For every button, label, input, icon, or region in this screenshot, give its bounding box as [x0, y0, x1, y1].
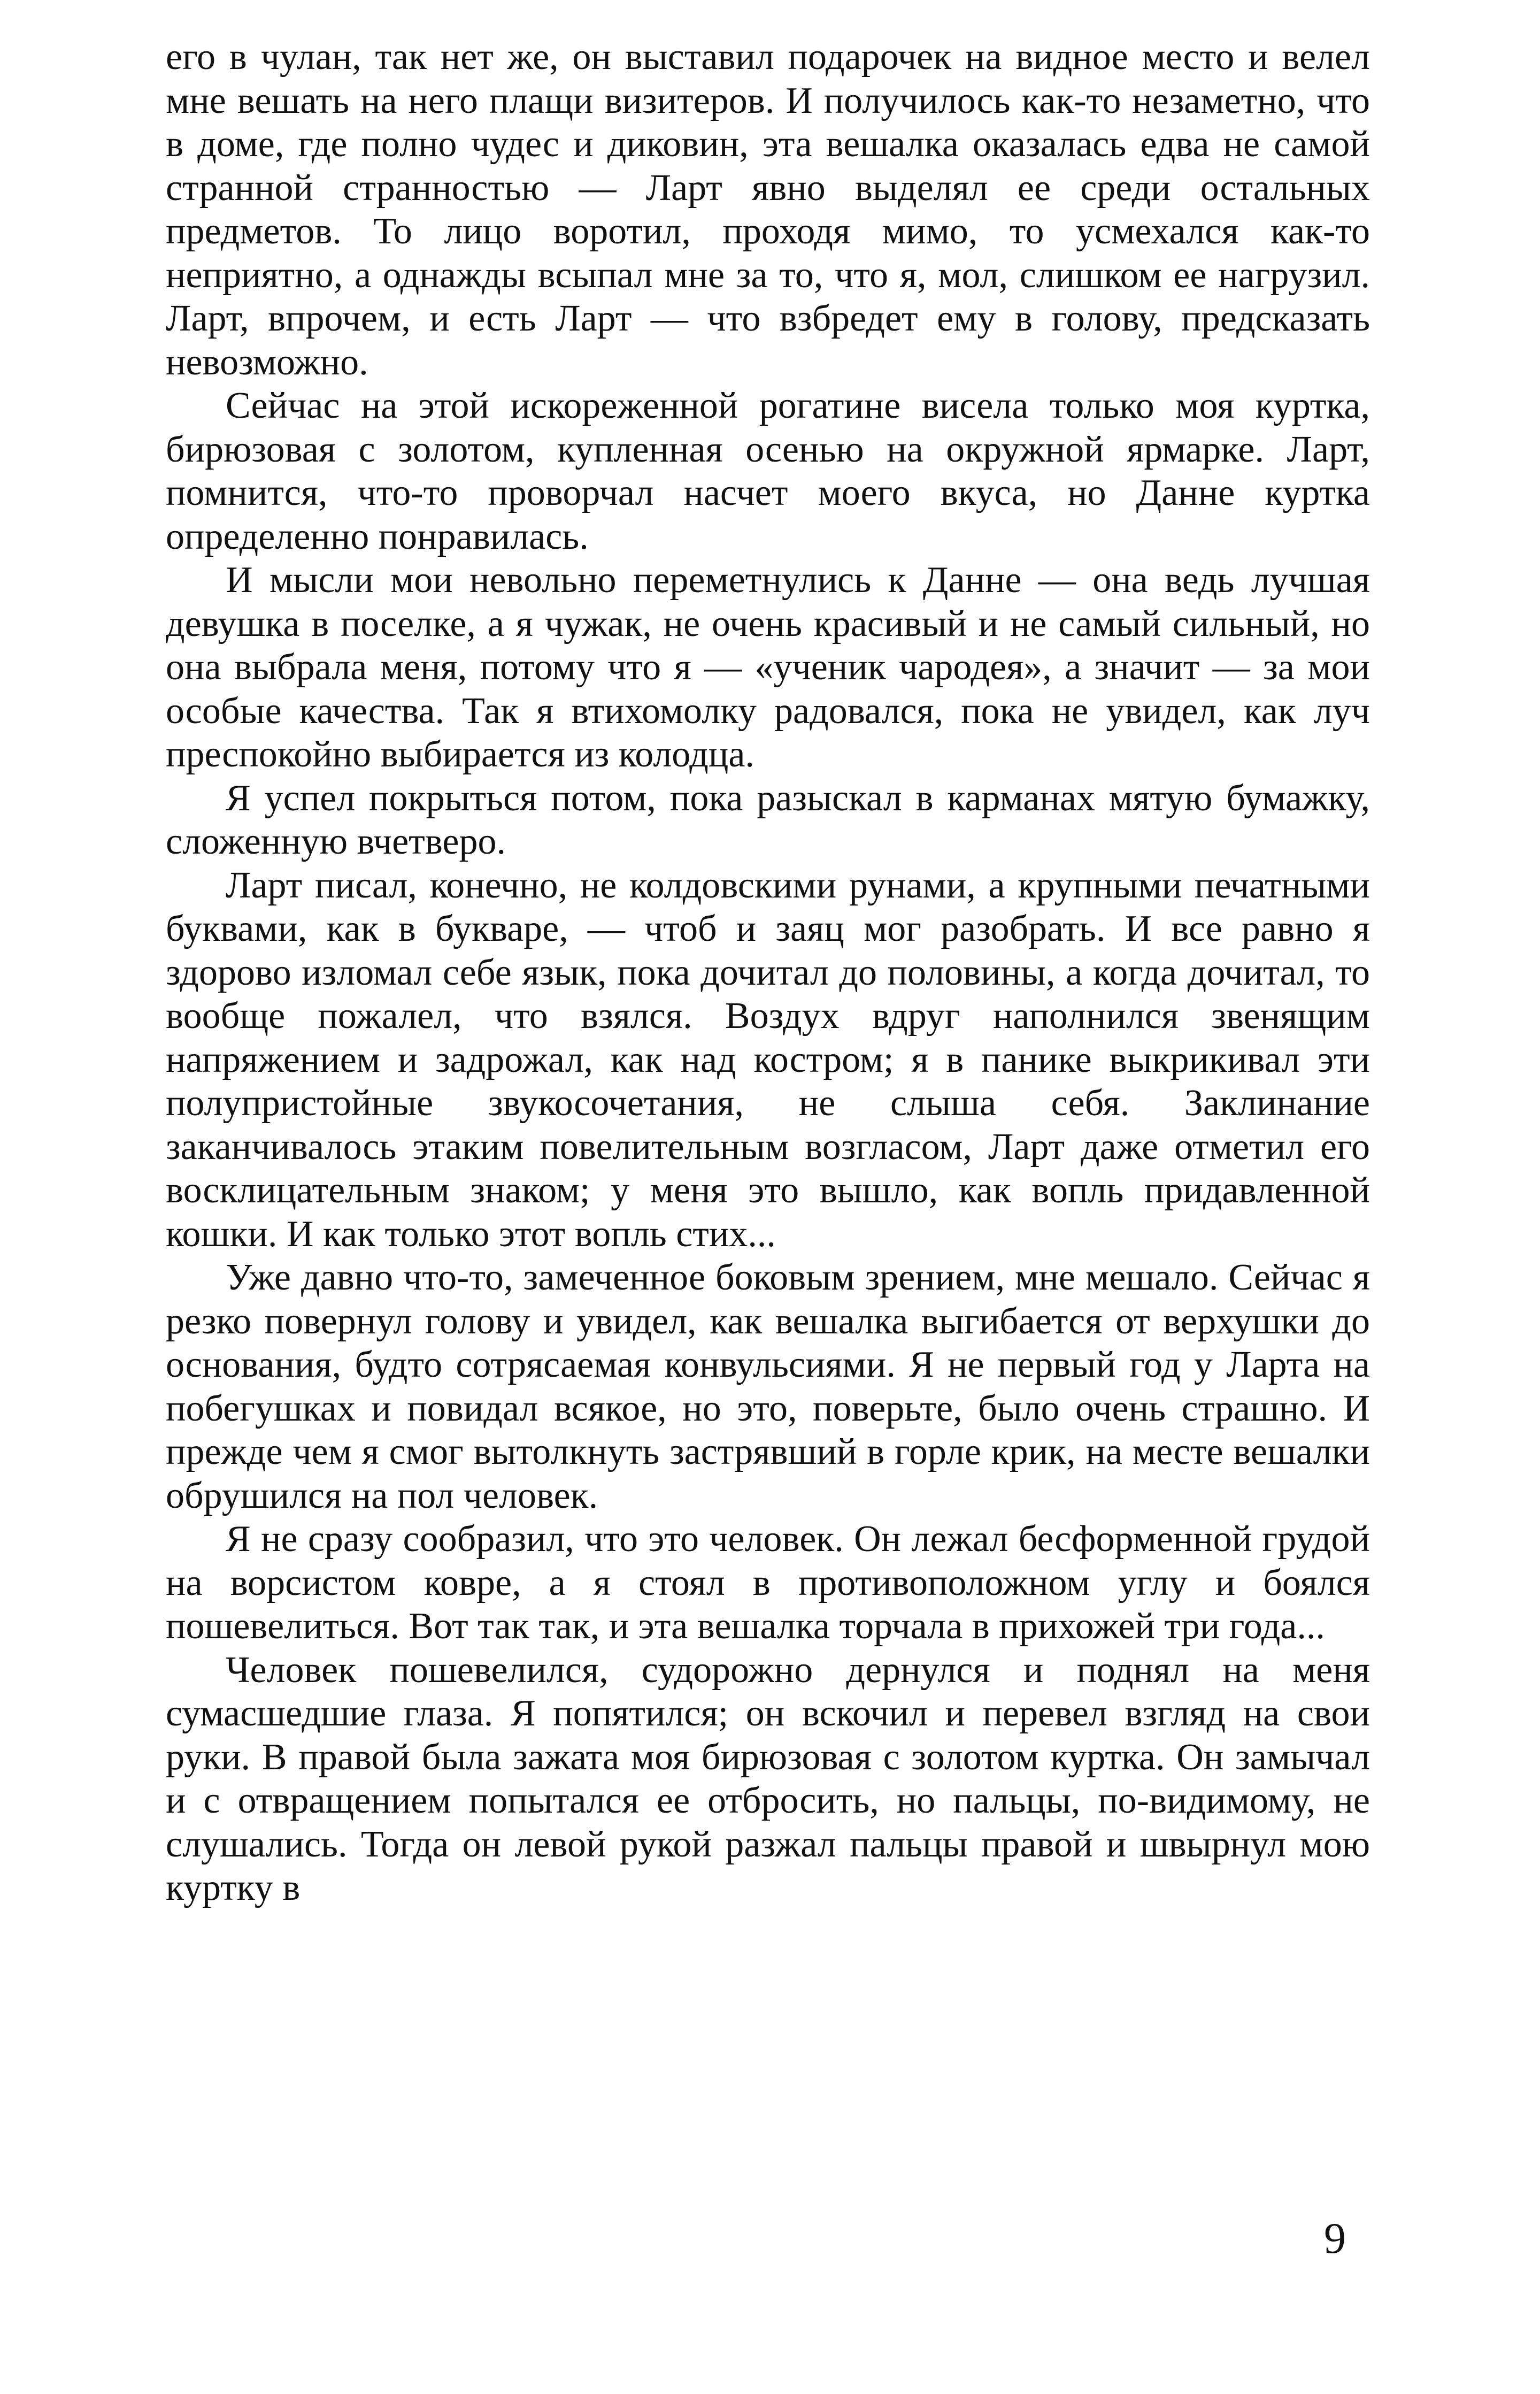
paragraph-6: Уже давно что-то, замеченное боковым зрением, мне мешало. Сейчас я резко повернул голову и увидел, как вешалка выгибается от верхушки до основания, будто сотрясаемая конвульсиями. Я не первый год у Ларта на побегушках и повидал всякое, но это, поверьте, было очень страшно. И прежде чем я смог вытолкнуть застрявший в горле крик, на месте вешалки обрушился на пол человек.: [166, 1257, 1370, 1516]
paragraph-4: Я успел покрыться потом, пока разыскал в карманах мятую бумажку, сложенную вчетверо.: [166, 777, 1370, 862]
paragraph-5: Ларт писал, конечно, не колдовскими рунами, а крупными печатными буквами, как в букваре, — чтоб и заяц мог разобрать. И все равно я здорово изломал себе язык, пока дочитал до половины, а когда дочитал, то вообще пожалел, что взялся. Воздух вдруг наполнился звенящим напряжением и задрожал, как над костром; я в панике выкрикивал эти полупристойные звукосочетания, не слыша себя. Заклинание заканчивалось этаким повелительным возгласом, Ларт даже отметил его восклицательным знаком; у меня это вышло, как вопль придавленной кошки. И как только этот вопль стих...: [166, 864, 1370, 1255]
page-text: [166, 35, 1370, 1910]
paragraph-7: Я не сразу сообразил, что это человек. Он лежал бесформенной грудой на ворсистом ковре, а я стоял в противоположном углу и боялся пошевелиться. Вот так так, и эта вешалка торчала в прихожей три года...: [166, 1518, 1370, 1647]
paragraph-8: Человек пошевелился, судорожно дернулся и поднял на меня сумасшедшие глаза. Я попятился; он вскочил и перевел взгляд на свои руки. В правой была зажата моя бирюзовая с золотом куртка. Он замычал и с отвращением попытался ее отбросить, но пальцы, по-видимому, не слушались. Тогда он левой рукой разжал пальцы правой и швырнул мою куртку в: [166, 1649, 1370, 1908]
paragraph-1: его в чулан, так нет же, он выставил подарочек на видное место и велел мне вешать на него плащи визитеров. И получилось как-то незаметно, что в доме, где полно чудес и диковин, эта вешалка оказалась едва не самой странной странностью — Ларт явно выделял ее среди остальных предметов. То лицо воротил, проходя мимо, то усмехался как-то неприятно, а однажды всыпал мне за то, что я, мол, слишком ее нагрузил. Ларт, впрочем, и есть Ларт — что взбредет ему в голову, предсказать невозможно.: [166, 36, 1370, 383]
page-number: 9: [1324, 2214, 1346, 2262]
paragraph-2: Сейчас на этой искореженной рогатине висела только моя куртка, бирюзовая с золотом, купленная осенью на окружной ярмарке. Ларт, помнится, что-то проворчал насчет моего вкуса, но Данне куртка определенно понравилась.: [166, 385, 1370, 557]
paragraph-3: И мысли мои невольно переметнулись к Данне — она ведь лучшая девушка в поселке, а я чужак, не очень красивый и не самый сильный, но она выбрала меня, потому что я — «ученик чародея», а значит — за мои особые качества. Так я втихомолку радовался, пока не увидел, как луч преспокойно выбирается из колодца.: [166, 559, 1370, 775]
